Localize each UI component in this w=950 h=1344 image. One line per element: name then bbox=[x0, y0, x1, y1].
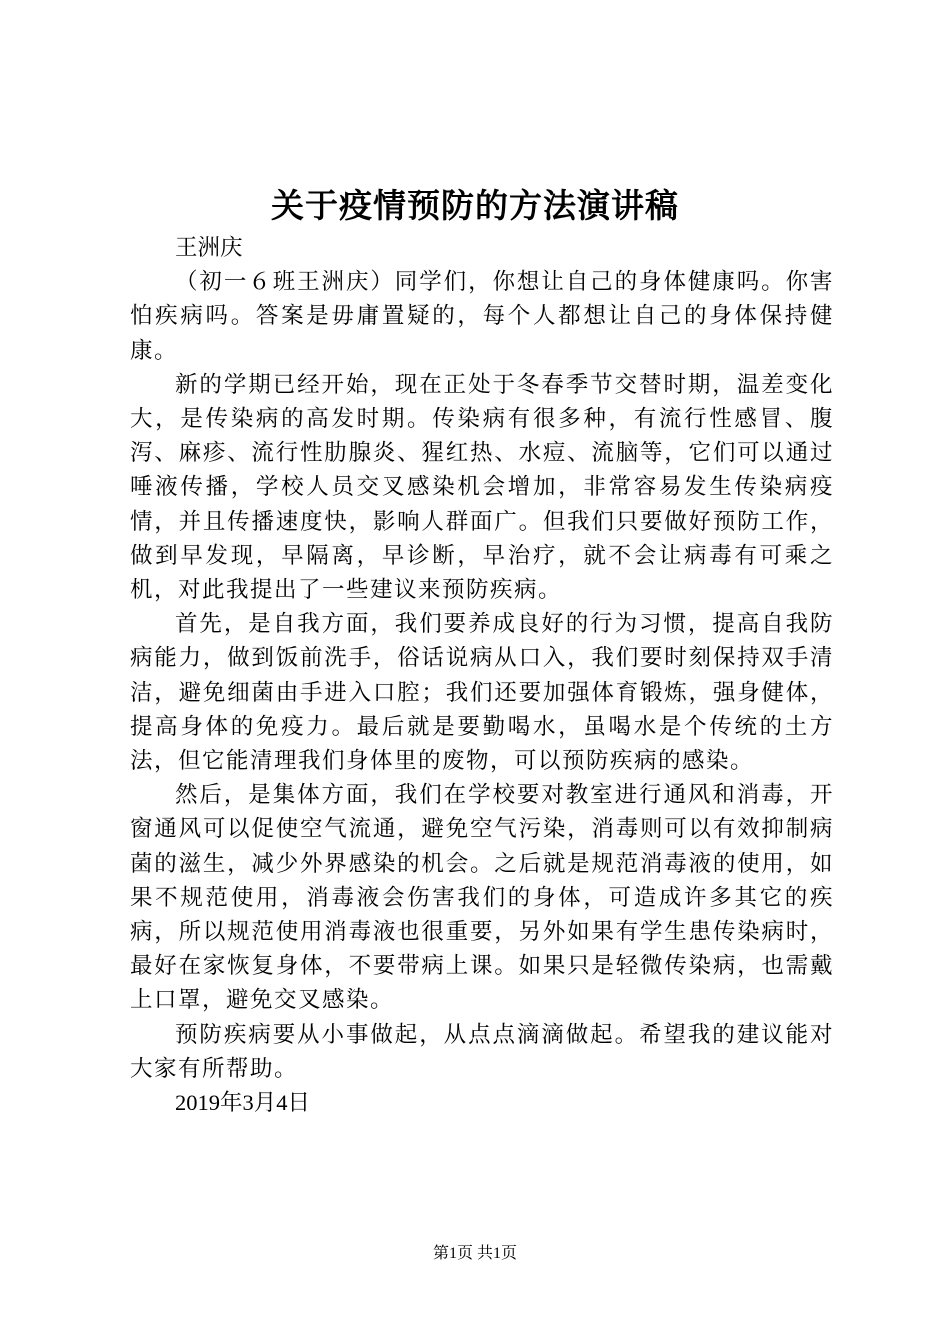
document-date: 2019年3月4日 bbox=[175, 1090, 311, 1116]
paragraph-collective: 然后，是集体方面，我们在学校要对教室进行通风和消毒，开窗通风可以促使空气流通，避免空气污染，消毒则可以有效抑制病菌的滋生，减少外界感染的机会。之后就是规范消毒液的使用，如果不规范使用，消毒液会伤害我们的身体，可造成许多其它的疾病，所以规范使用消毒液也很重要，另外如果有学生患传染病时，最好在家恢复身体，不要带病上课。如果只是轻微传染病，也需戴上口罩，避免交叉感染。 bbox=[130, 782, 834, 1014]
page-footer: 第1页 共1页 bbox=[432, 1245, 517, 1262]
paragraph-closing: 预防疾病要从小事做起，从点点滴滴做起。希望我的建议能对大家有所帮助。 bbox=[130, 1021, 834, 1082]
document-body bbox=[130, 231, 834, 1120]
paragraph-self: 首先，是自我方面，我们要养成良好的行为习惯，提高自我防病能力，做到饭前洗手，俗话说病从口入，我们要时刻保持双手清洁，避免细菌由手进入口腔；我们还要加强体育锻炼，强身健体，提高身体的免疫力。最后就是要勤喝水，虽喝水是个传统的土方法，但它能清理我们身体里的废物，可以预防疾病的感染。 bbox=[130, 611, 834, 775]
paragraph-season: 新的学期已经开始，现在正处于冬春季节交替时期，温差变化大，是传染病的高发时期。传染病有很多种，有流行性感冒、腹泻、麻疹、流行性肋腺炎、猩红热、水痘、流脑等，它们可以通过唾液传播，学校人员交叉感染机会增加，非常容易发生传染病疫情，并且传播速度快，影响人群面广。但我们只要做好预防工作，做到早发现，早隔离，早诊断，早治疗，就不会让病毒有可乘之机，对此我提出了一些建议来预防疾病。 bbox=[130, 371, 834, 604]
paragraph-intro: （初一６班王洲庆）同学们，你想让自己的身体健康吗。你害怕疾病吗。答案是毋庸置疑的，每个人都想让自己的身体保持健康。 bbox=[130, 269, 834, 364]
document-title: 关于疫情预防的方法演讲稿 bbox=[271, 186, 679, 225]
author-line: 王洲庆 bbox=[175, 235, 243, 261]
